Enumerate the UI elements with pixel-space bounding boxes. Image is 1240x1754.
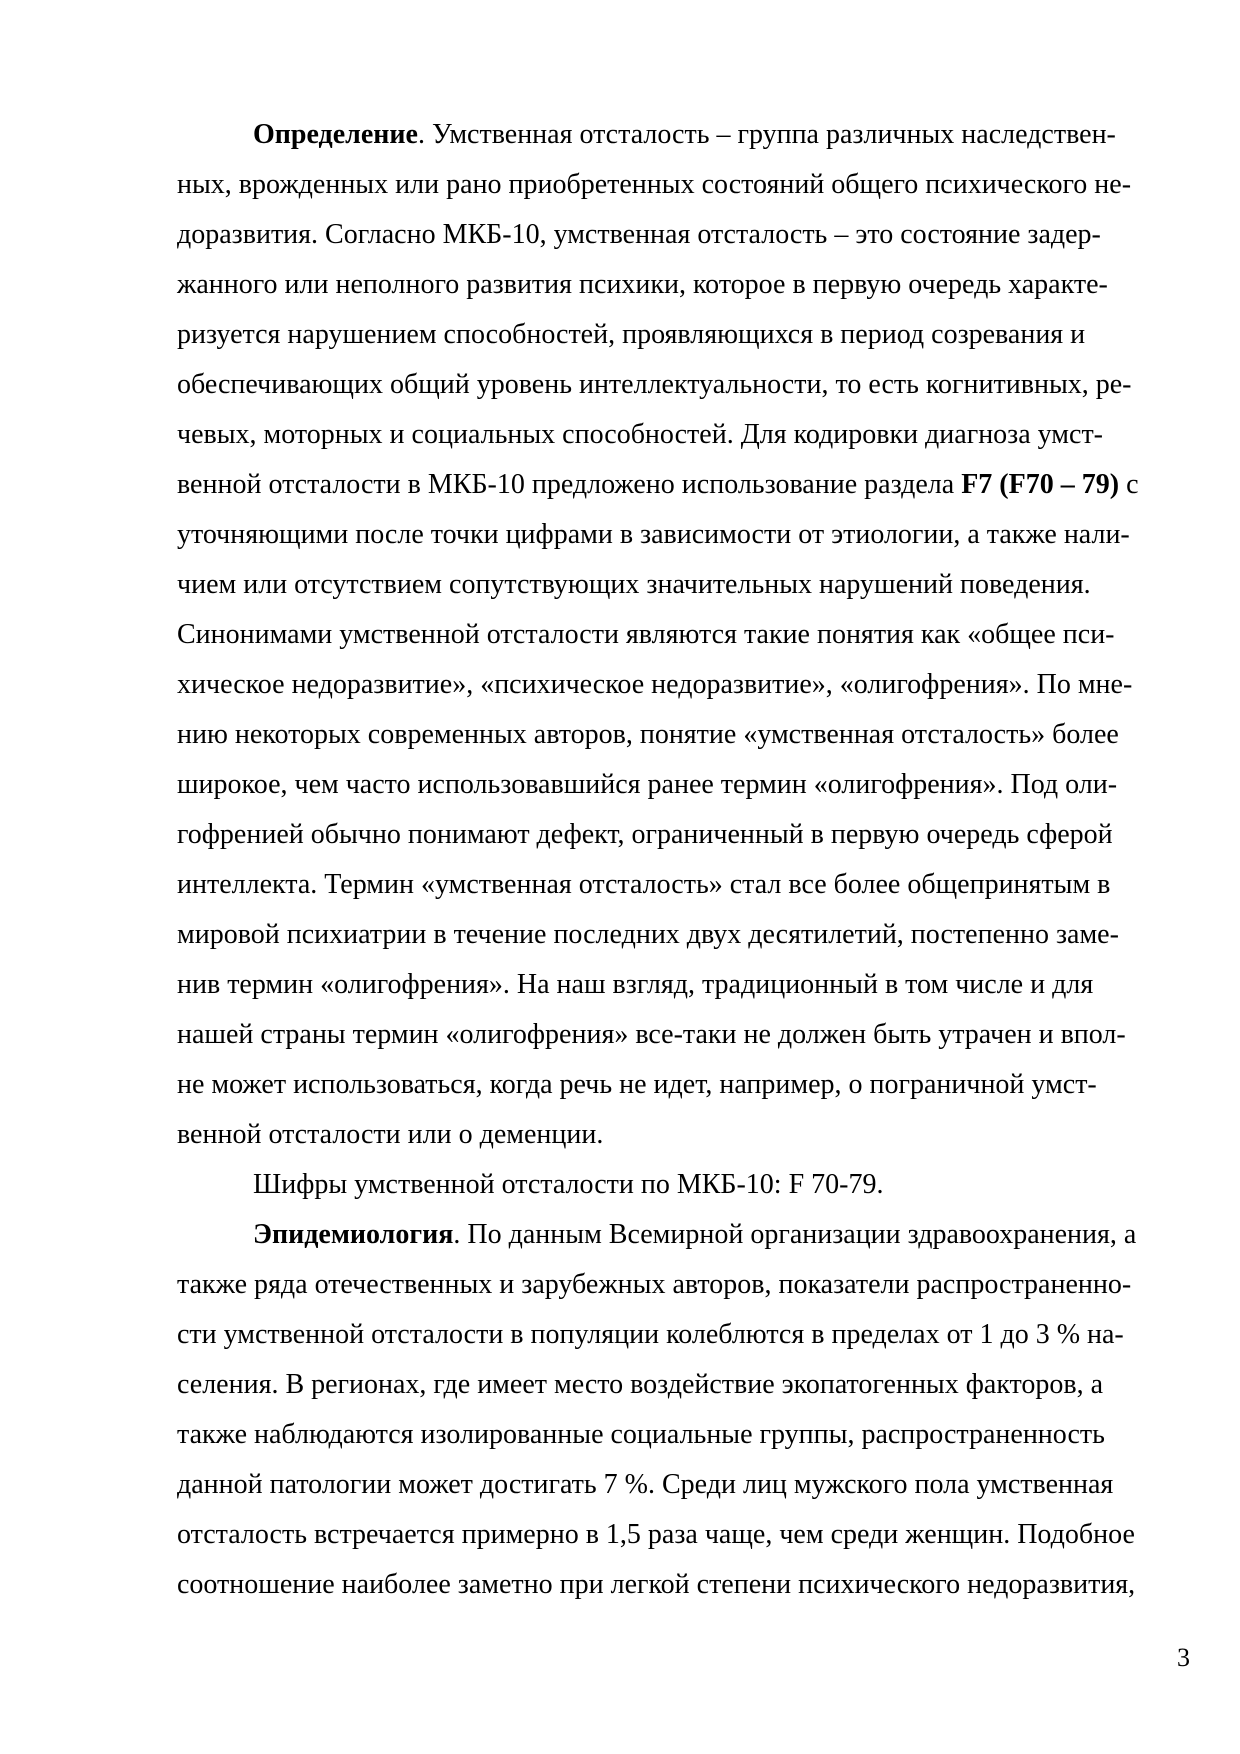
icd-code-range: F7 (F70 – 79) xyxy=(961,469,1120,500)
paragraph-definition-line-14: широкое, чем часто использовавшийся ранее термин «олигофрения». Под оли- xyxy=(177,769,1118,800)
paragraph-epidemiology-line-6: данной патологии может достигать 7 %. Среди лиц мужского пола умственная xyxy=(177,1469,1114,1500)
paragraph-definition-line-21: венной отсталости или о деменции. xyxy=(177,1119,604,1150)
paragraph-definition-line-13: нию некоторых современных авторов, понятие «умственная отсталость» более xyxy=(177,719,1119,750)
paragraph-definition-line-18: нив термин «олигофрения». На наш взгляд, традиционный в том числе и для xyxy=(177,969,1094,1000)
paragraph-epidemiology-line-1: Эпидемиология. По данным Всемирной организации здравоохранения, а xyxy=(253,1219,1137,1250)
paragraph-definition-line-7: чевых, моторных и социальных способностей. Для кодировки диагноза умст- xyxy=(177,419,1104,450)
paragraph-definition-line-17: мировой психиатрии в течение последних двух десятилетий, постепенно заме- xyxy=(177,919,1119,950)
paragraph-definition-line-6: обеспечивающих общий уровень интеллектуальности, то есть когнитивных, ре- xyxy=(177,369,1132,400)
paragraph-epidemiology-line-7: отсталость встречается примерно в 1,5 раза чаще, чем среди женщин. Подобное xyxy=(177,1519,1135,1550)
paragraph-epidemiology-line-3: сти умственной отсталости в популяции колеблются в пределах от 1 до 3 % на- xyxy=(177,1319,1124,1350)
paragraph-definition-line-20: не может использоваться, когда речь не идет, например, о пограничной умст- xyxy=(177,1069,1097,1100)
paragraph-definition-line-8: венной отсталости в МКБ-10 предложено использование раздела F7 (F70 – 79) с xyxy=(177,469,1139,500)
paragraph-definition-line-1: Определение. Умственная отсталость – группа различных наследствен- xyxy=(253,119,1116,150)
paragraph-definition-line-16: интеллекта. Термин «умственная отсталость» стал все более общепринятым в xyxy=(177,869,1111,900)
paragraph-epidemiology-line-2: также ряда отечественных и зарубежных авторов, показатели распространенно- xyxy=(177,1269,1132,1300)
paragraph-definition-line-19: нашей страны термин «олигофрения» все-таки не должен быть утрачен и впол- xyxy=(177,1019,1126,1050)
heading-definition: Определение xyxy=(253,119,418,150)
paragraph-definition-line-2: ных, врожденных или рано приобретенных состояний общего психического не- xyxy=(177,169,1132,200)
heading-epidemiology: Эпидемиология xyxy=(253,1219,454,1250)
paragraph-definition-line-4: жанного или неполного развития психики, которое в первую очередь характе- xyxy=(177,269,1108,300)
page-number: 3 xyxy=(1177,1643,1190,1672)
paragraph-definition-line-5: ризуется нарушением способностей, проявляющихся в период созревания и xyxy=(177,319,1086,350)
paragraph-definition-line-12: хическое недоразвитие», «психическое недоразвитие», «олигофрения». По мне- xyxy=(177,669,1133,700)
paragraph-definition-line-10: чием или отсутствием сопутствующих значительных нарушений поведения. xyxy=(177,569,1091,600)
paragraph-epidemiology-line-4: селения. В регионах, где имеет место воздействие экопатогенных факторов, а xyxy=(177,1369,1104,1400)
paragraph-definition-line-3: доразвития. Согласно МКБ-10, умственная отсталость – это состояние задер- xyxy=(177,219,1101,250)
paragraph-icd-codes: Шифры умственной отсталости по МКБ-10: F 70-79. xyxy=(253,1169,884,1200)
paragraph-epidemiology-line-5: также наблюдаются изолированные социальные группы, распространенность xyxy=(177,1419,1105,1450)
paragraph-epidemiology-line-8: соотношение наиболее заметно при легкой степени психического недоразвития, xyxy=(177,1569,1136,1600)
paragraph-definition-line-11: Синонимами умственной отсталости являются такие понятия как «общее пси- xyxy=(177,619,1115,650)
paragraph-definition-line-15: гофренией обычно понимают дефект, ограниченный в первую очередь сферой xyxy=(177,819,1113,850)
paragraph-definition-line-9: уточняющими после точки цифрами в зависимости от этиологии, а также нали- xyxy=(177,519,1130,550)
